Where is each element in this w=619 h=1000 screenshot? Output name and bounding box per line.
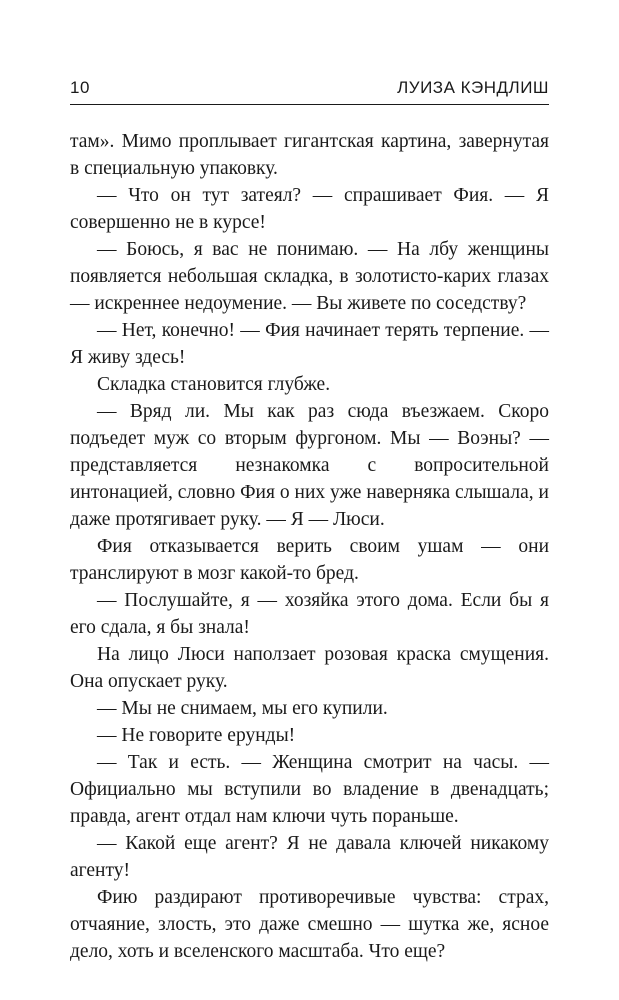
- paragraph: — Нет, конечно! — Фия начинает терять терпение. — Я живу здесь!: [70, 320, 549, 368]
- paragraph: там». Мимо проплывает гигантская картина, завернутая в специальную упаковку.: [70, 131, 549, 179]
- paragraph: Фия отказывается верить своим ушам — они транслируют в мозг какой-то бред.: [70, 536, 549, 584]
- paragraph: — Так и есть. — Женщина смотрит на часы. — Официально мы вступили во владение в двенадцать; правда, агент отдал нам ключи чуть пораньше.: [70, 752, 549, 827]
- paragraph: — Мы не снимаем, мы его купили.: [97, 698, 388, 719]
- paragraph: — Не говорите ерунды!: [97, 725, 296, 746]
- paragraph: Фию раздирают противоречивые чувства: страх, отчаяние, злость, это даже смешно — шутка же, ясное дело, хоть и вселенского масштаба. Что еще?: [70, 887, 549, 962]
- paragraph: На лицо Люси наползает розовая краска смущения. Она опускает руку.: [70, 644, 549, 692]
- paragraph: — Вряд ли. Мы как раз сюда въезжаем. Скоро подъедет муж со вторым фургоном. Мы — Воэны? — представляется незнакомка с вопросительной интонацией, словно Фия о них уже наверняка слышала, и даже протягивает руку. — Я — Люси.: [70, 401, 549, 530]
- paragraph: — Какой еще агент? Я не давала ключей никакому агенту!: [70, 833, 549, 881]
- header-rule: [70, 104, 549, 105]
- page-header: [70, 78, 549, 102]
- page-number: 10: [70, 78, 90, 97]
- body-text: [70, 128, 549, 965]
- paragraph: — Боюсь, я вас не понимаю. — На лбу женщины появляется небольшая складка, в золотисто-карих глазах — искреннее недоумение. — Вы живете по соседству?: [70, 239, 549, 314]
- paragraph: — Что он тут затеял? — спрашивает Фия. — Я совершенно не в курсе!: [70, 185, 549, 233]
- paragraph: — Послушайте, я — хозяйка этого дома. Если бы я его сдала, я бы знала!: [70, 590, 549, 638]
- running-title: ЛУИЗА КЭНДЛИШ: [397, 78, 549, 97]
- paragraph: Складка становится глубже.: [97, 374, 331, 395]
